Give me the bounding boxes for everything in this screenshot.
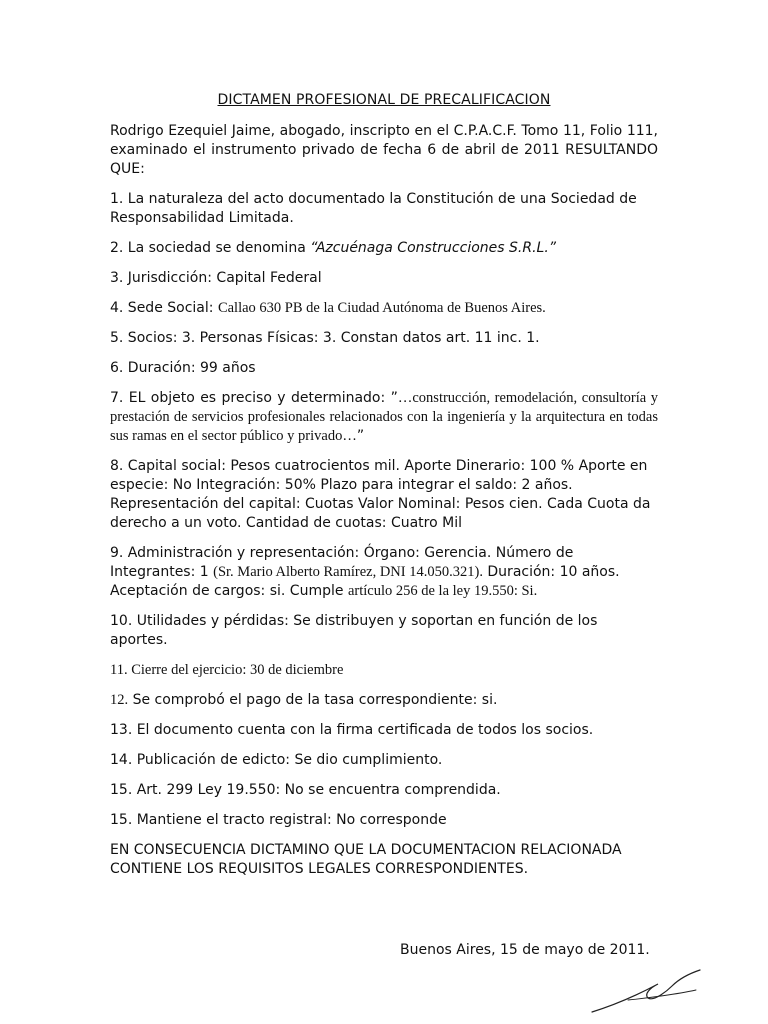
item-5: 5. Socios: 3. Personas Físicas: 3. Constan datos art. 11 inc. 1. <box>110 330 540 346</box>
corporate-purpose: …construcción, remodelación, consultoría y prestación de servicios profesionales relacionados con la ingeniería y la arquitectura en todas sus ramas en el sector público y privado… <box>110 390 658 444</box>
law-article-reference: artículo 256 de la ley 19.550: Si. <box>347 583 538 599</box>
item-15b: 15. Mantiene el tracto registral: No corresponde <box>110 812 447 828</box>
item-7 <box>110 389 658 446</box>
place-and-date: Buenos Aires, 15 de mayo de 2011. <box>400 942 650 958</box>
item-9-text-a: 9. Administración y representación: Órgano: Gerencia. Número de Integrantes: 1 <box>110 545 574 580</box>
item-9 <box>110 544 658 601</box>
signature-icon <box>588 960 708 1020</box>
document-body <box>110 122 658 879</box>
item-2-label: 2. La sociedad se denomina <box>110 240 311 256</box>
item-7-label: 7. EL objeto es preciso y determinado: ” <box>110 390 398 406</box>
item-4 <box>110 299 658 318</box>
item-10: 10. Utilidades y pérdidas: Se distribuyen y soportan en función de los aportes. <box>110 613 598 648</box>
intro-paragraph: Rodrigo Ezequiel Jaime, abogado, inscripto en el C.P.A.C.F. Tomo 11, Folio 111, examinado el instrumento privado de fecha 6 de abril de 2011 RESULTANDO QUE: <box>110 123 658 177</box>
item-15a: 15. Art. 299 Ley 19.550: No se encuentra comprendida. <box>110 782 501 798</box>
item-6: 6. Duración: 99 años <box>110 360 256 376</box>
document-title: DICTAMEN PROFESIONAL DE PRECALIFICACION <box>217 92 551 108</box>
item-2 <box>110 239 658 258</box>
manager-details: (Sr. Mario Alberto Ramírez, DNI 14.050.321). <box>213 564 483 580</box>
company-name: “Azcuénaga Construcciones S.R.L.” <box>310 240 557 256</box>
conclusion-line-2: CONTIENE LOS REQUISITOS LEGALES CORRESPONDIENTES. <box>110 861 529 877</box>
item-9-text-b: Duración: 10 años. Aceptación de cargos: si. Cumple <box>110 564 620 599</box>
item-11: 11. Cierre del ejercicio: 30 de diciembre <box>110 662 344 678</box>
item-7-close-quote: ” <box>356 428 365 444</box>
registered-address: Callao 630 PB de la Ciudad Autónoma de Buenos Aires. <box>217 300 546 316</box>
item-13: 13. El documento cuenta con la firma certificada de todos los socios. <box>110 722 594 738</box>
item-3: 3. Jurisdicción: Capital Federal <box>110 270 322 286</box>
item-12 <box>110 691 658 710</box>
item-12-text: Se comprobó el pago de la tasa correspondiente: si. <box>128 692 498 708</box>
conclusion-line-1: EN CONSECUENCIA DICTAMINO QUE LA DOCUMENTACION RELACIONADA <box>110 842 622 858</box>
item-12-number: 12. <box>110 692 129 708</box>
item-1: 1. La naturaleza del acto documentado la Constitución de una Sociedad de Responsabilidad Limitada. <box>110 191 637 226</box>
item-14: 14. Publicación de edicto: Se dio cumplimiento. <box>110 752 443 768</box>
item-8: 8. Capital social: Pesos cuatrocientos mil. Aporte Dinerario: 100 % Aporte en especie: No Integración: 50% Plazo para integrar el saldo: 2 años. Representación del capital: Cuotas Valor Nominal: Pesos cien. Cada Cuota da derecho a un voto. Cantidad de cuotas: Cuatro Mil <box>110 458 651 531</box>
item-4-label: 4. Sede Social: <box>110 300 218 316</box>
